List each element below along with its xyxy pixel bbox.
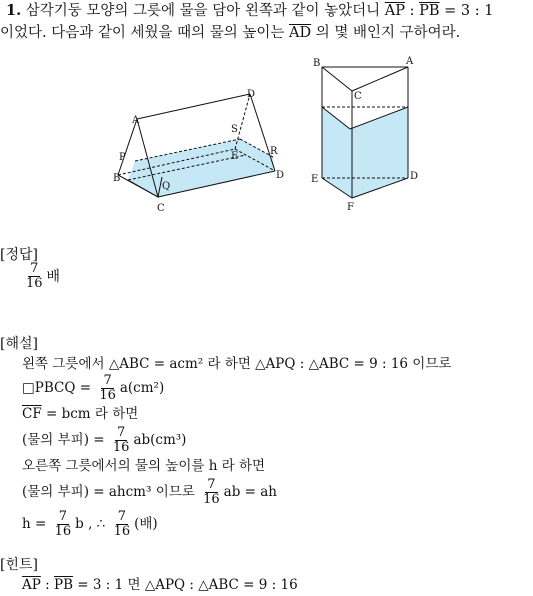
- label-d-top: D: [247, 89, 256, 100]
- label-f-right: F: [347, 202, 354, 213]
- label-d: D: [276, 170, 285, 181]
- hint-segment-ap: $\overline{AP}$: [22, 577, 41, 593]
- water-column: [322, 107, 408, 198]
- solution-line-2: □PBCQ = $\frac{7}{16}$ a(cm²): [22, 373, 165, 403]
- answer-unit: 배: [46, 269, 61, 285]
- answer-fraction: $\frac{7}{16}$: [26, 261, 43, 291]
- solution-line-4: (물의 부피) = $\frac{7}{16}$ ab(cm³): [22, 425, 187, 455]
- segment-pb: $\overline{PB}$: [419, 3, 440, 19]
- answer-value: [22, 262, 60, 291]
- hint-header: [힌트]: [0, 557, 38, 573]
- label-s: S: [231, 124, 238, 135]
- solution-line-7: h = $\frac{7}{16}$ b , ∴ $\frac{7}{16}$ (배): [22, 509, 158, 539]
- label-a-right: A: [406, 56, 414, 67]
- label-r: R: [270, 146, 278, 157]
- ratio-value: = 3 : 1: [439, 3, 494, 19]
- solution-line-6: (물의 부피) = ahcm³ 이므로 $\frac{7}{16}$ ab = ah: [22, 477, 277, 507]
- label-p: P: [119, 152, 126, 163]
- problem-text-2: 이었다. 다음과 같이 세웠을 때의 물의 높이는: [0, 25, 285, 41]
- solution-line-1: 왼쪽 그릇에서 △ABC = acm² 라 하면 △APQ : △ABC = 9 : 16 이므로: [22, 356, 452, 372]
- label-c-right: C: [354, 91, 362, 102]
- problem-text-3: 의 몇 배인지 구하여라.: [315, 25, 461, 41]
- problem-text-1: 삼각기둥 모양의 그릇에 물을 담아 왼쪽과 같이 놓았더니: [25, 3, 381, 19]
- label-d-right: D: [410, 171, 419, 182]
- problem-line-2: [0, 22, 460, 44]
- label-b: B: [113, 173, 121, 184]
- label-c: C: [157, 203, 165, 214]
- label-e: E: [231, 151, 239, 162]
- solution-line-5: 오른쪽 그릇에서의 물의 높이를 h 라 하면: [22, 458, 266, 474]
- segment-ad: $\overline{AD}$: [289, 25, 312, 41]
- hint-line: $\overline{AP}$ : $\overline{PB} = 3$ : 1 면 △APQ : △ABC = 9 : 16: [22, 577, 298, 593]
- solution-header: [해설]: [0, 336, 38, 352]
- segment-cf: $\overline{CF}$: [22, 406, 42, 422]
- hint-segment-pb: $\overline{PB}$: [53, 577, 73, 593]
- segment-ap: $\overline{AP}$: [384, 3, 406, 19]
- label-b-right: B: [313, 58, 321, 69]
- problem-line-1: 1. 삼각기둥 모양의 그릇에 물을 담아 왼쪽과 같이 놓았더니 $\overline{AP}$ : $\overline{PB} = 3$ : 1: [6, 2, 494, 19]
- solution-line-3: $\overline{CF}$ = bcm 라 하면: [22, 406, 139, 422]
- left-prism-figure: [110, 85, 300, 215]
- label-e-right: E: [311, 174, 319, 185]
- right-prism-figure: [305, 55, 425, 215]
- answer-header: [정답]: [0, 247, 38, 263]
- label-q: Q: [162, 181, 171, 192]
- problem-number: 1.: [6, 2, 22, 19]
- label-a: A: [132, 115, 140, 126]
